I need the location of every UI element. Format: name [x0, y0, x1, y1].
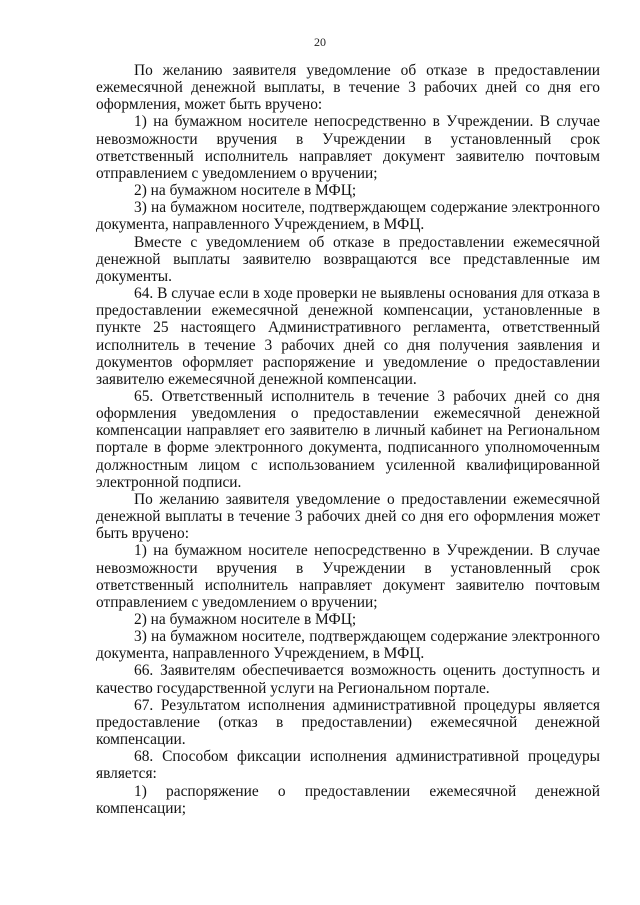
paragraph-refusal-option-2: 2) на бумажном носителе в МФЦ;	[134, 182, 357, 200]
paragraph-refusal-option-3: 3) на бумажном носителе, подтверждающем содержание электронного документа, направленного Учреждением, в МФЦ.	[96, 199, 600, 234]
paragraph-grant-option-2: 2) на бумажном носителе в МФЦ;	[134, 611, 357, 628]
paragraph-item-67: 67. Результатом исполнения административной процедуры является предоставление (отказ в предоставлении) ежемесячной денежной компенсации.	[96, 696, 600, 749]
page-number: 20	[314, 35, 326, 49]
paragraph-item-68-option-1: 1) распоряжение о предоставлении ежемесячной денежной компенсации;	[96, 782, 600, 817]
paragraph-delivery-grant-intro: По желанию заявителя уведомление о предоставлении ежемесячной денежной выплаты в течение 3 рабочих дней со дня его оформления может быть вручено:	[96, 490, 600, 543]
paragraph-refusal-option-1: 1) на бумажном носителе непосредственно в Учреждении. В случае невозможности вручения в Учреждении в установленный срок ответственный исполнитель направляет документ заявителю почтовым отправлением с уведомлением о вручении;	[96, 113, 600, 182]
paragraph-grant-option-3: 3) на бумажном носителе, подтверждающем содержание электронного документа, направленного Учреждением, в МФЦ.	[96, 628, 600, 663]
paragraph-delivery-refusal-intro: По желанию заявителя уведомление об отказе в предоставлении ежемесячной денежной выплаты, в течение 3 рабочих дней со дня его оформления, может быть вручено:	[96, 62, 600, 114]
paragraph-item-64: 64. В случае если в ходе проверки не выявлены основания для отказа в предоставлении ежемесячной денежной компенсации, установленные в пункте 25 настоящего Административного регламента, ответственный исполнитель в течение 3 рабочих дней со дня получения заявления и документов оформляет распоряжение и уведомление о предоставлении заявителю ежемесячной денежной компенсации.	[96, 285, 600, 388]
paragraph-item-65: 65. Ответственный исполнитель в течение 3 рабочих дней со дня оформления уведомления о предоставлении ежемесячной денежной компенсации направляет его заявителю в личный кабинет на Региональном портале в форме электронного документа, подписанного уполномоченным должностным лицом с использованием усиленной квалифицированной электронной подписи.	[96, 387, 600, 491]
paragraph-return-documents: Вместе с уведомлением об отказе в предоставлении ежемесячной денежной выплаты заявителю возвращаются все представленные им документы.	[96, 233, 600, 285]
paragraph-grant-option-1: 1) на бумажном носителе непосредственно в Учреждении. В случае невозможности вручения в Учреждении в установленный срок ответственный исполнитель направляет документ заявителю почтовым отправлением с уведомлением о вручении;	[96, 542, 600, 611]
paragraph-item-66: 66. Заявителям обеспечивается возможность оценить доступность и качество государственной услуги на Региональном портале.	[96, 662, 600, 697]
paragraph-item-68: 68. Способом фиксации исполнения административной процедуры является:	[96, 748, 600, 783]
document-body	[96, 62, 600, 817]
